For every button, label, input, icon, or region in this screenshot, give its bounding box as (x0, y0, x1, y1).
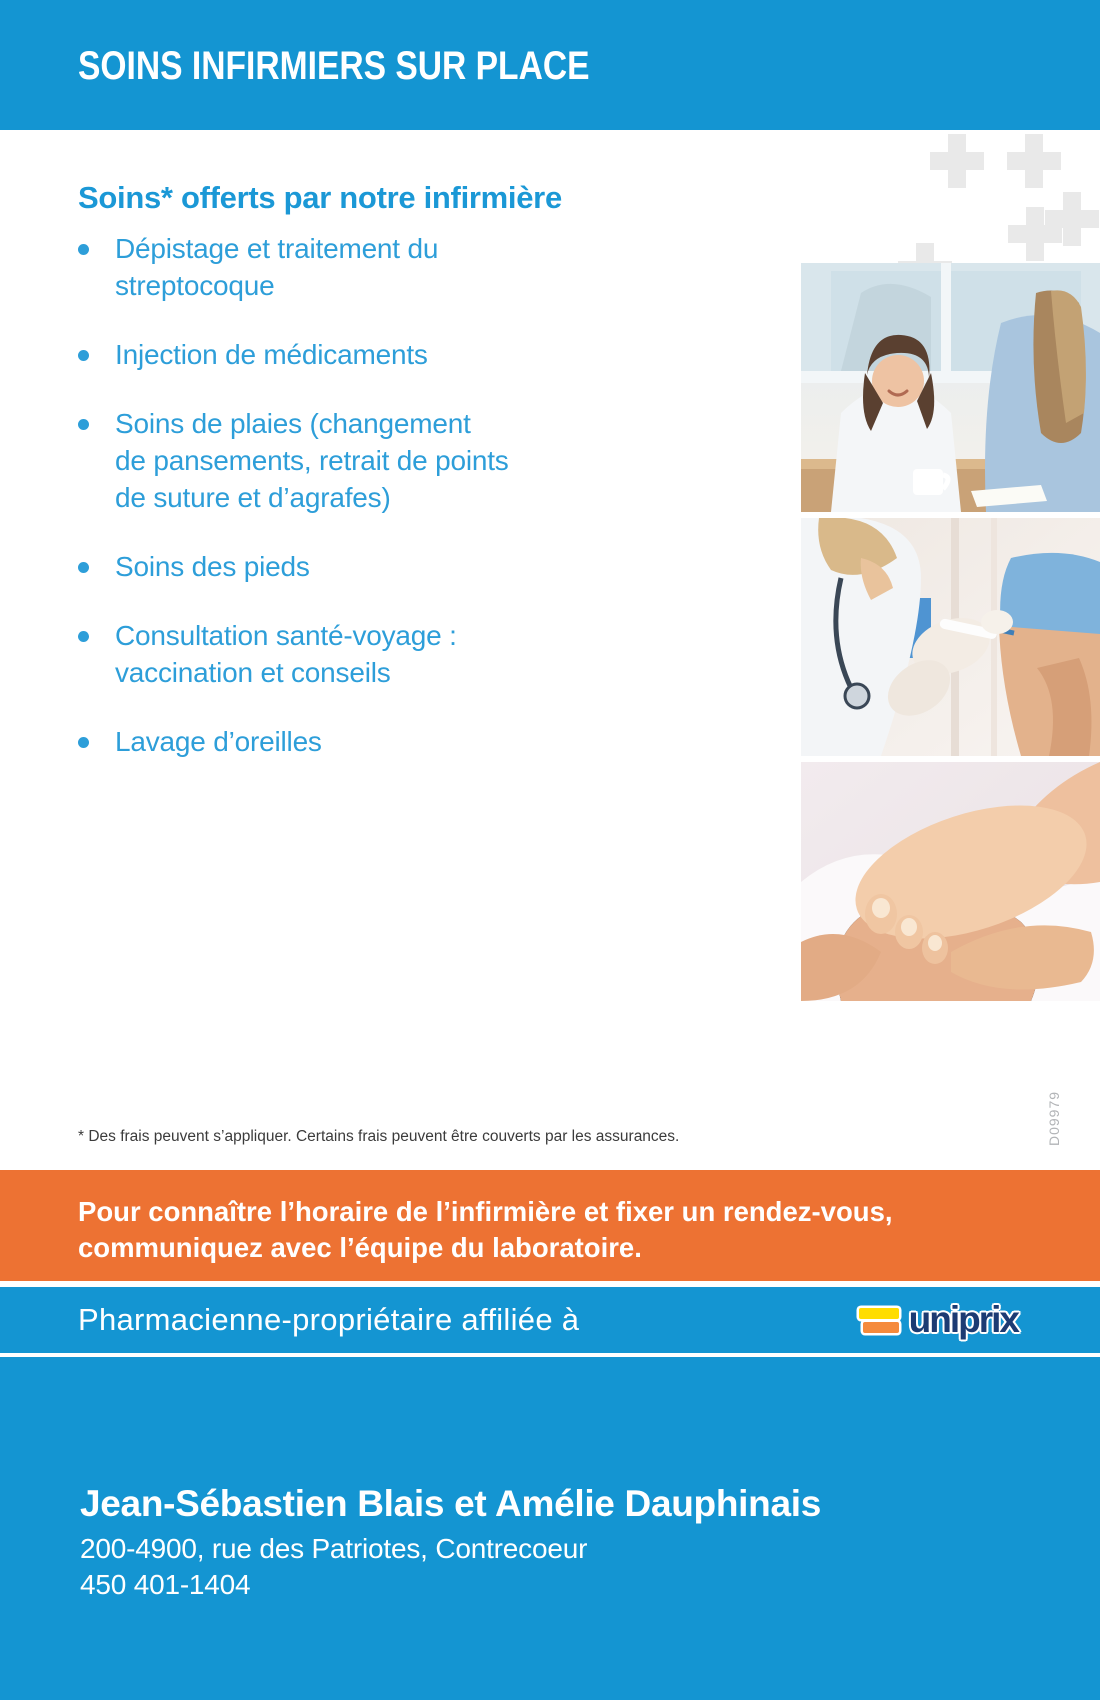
photo-injection (801, 518, 1100, 756)
plus-icon (1007, 134, 1061, 188)
list-item-text (115, 336, 428, 373)
list-line: de pansements, retrait de points (115, 445, 509, 476)
list-item (78, 405, 738, 516)
list-line: Soins des pieds (115, 551, 310, 582)
uniprix-wordmark: uniprix (908, 1299, 1018, 1340)
bullet-icon (78, 244, 89, 255)
document-code: D09979 (1046, 1090, 1062, 1146)
bullet-icon (78, 631, 89, 642)
list-line: Consultation santé-voyage : (115, 620, 457, 651)
list-line: Lavage d’oreilles (115, 726, 322, 757)
footnote: * Des frais peuvent s’appliquer. Certains frais peuvent être couverts par les assurances. (78, 1128, 680, 1145)
list-item-text (115, 405, 509, 516)
footer-band (0, 1357, 1100, 1700)
phone-number: 450 401-1404 (80, 1569, 251, 1600)
logo-bar-orange (863, 1322, 899, 1333)
list-line: de suture et d’agrafes) (115, 482, 391, 513)
uniprix-logo (859, 1299, 1018, 1341)
list-item (78, 230, 738, 304)
plus-icon (1008, 207, 1062, 261)
bullet-icon (78, 350, 89, 361)
banner-line: communiquez avec l’équipe du laboratoire. (78, 1232, 642, 1263)
list-item (78, 336, 738, 373)
list-item-text (115, 548, 310, 585)
list-line: Injection de médicaments (115, 339, 428, 370)
list-item-text (115, 230, 438, 304)
bullet-icon (78, 737, 89, 748)
list-item (78, 723, 738, 760)
appointment-banner-text (0, 1170, 1100, 1266)
plus-icon (930, 134, 984, 188)
owner-names: Jean-Sébastien Blais et Amélie Dauphinais (80, 1483, 821, 1524)
list-item (78, 617, 738, 691)
list-line: Soins de plaies (changement (115, 408, 471, 439)
list-line: vaccination et conseils (115, 657, 391, 688)
list-line: Dépistage et traitement du (115, 233, 439, 264)
photo-column (801, 263, 1100, 1007)
bullet-icon (78, 562, 89, 573)
page-title: SOINS INFIRMIERS SUR PLACE (78, 44, 590, 88)
affiliation-band (0, 1287, 1100, 1353)
header-band (0, 0, 1100, 130)
list-item-text (115, 617, 457, 691)
photo-nurse-consultation (801, 263, 1100, 512)
services-list (78, 230, 738, 792)
list-item (78, 548, 738, 585)
list-item-text (115, 723, 322, 760)
banner-line: Pour connaître l’horaire de l’infirmière et fixer un rendez-vous, (78, 1196, 893, 1227)
list-line: streptocoque (115, 270, 275, 301)
logo-bar-yellow (859, 1308, 899, 1319)
services-heading: Soins* offerts par notre infirmière (78, 180, 562, 215)
uniprix-bars-icon (859, 1306, 903, 1335)
bullet-icon (78, 419, 89, 430)
photo-foot-care (801, 762, 1100, 1001)
affiliation-text: Pharmacienne-propriétaire affiliée à (78, 1302, 580, 1337)
appointment-banner (0, 1170, 1100, 1281)
street-address: 200-4900, rue des Patriotes, Contrecoeur (80, 1533, 588, 1564)
